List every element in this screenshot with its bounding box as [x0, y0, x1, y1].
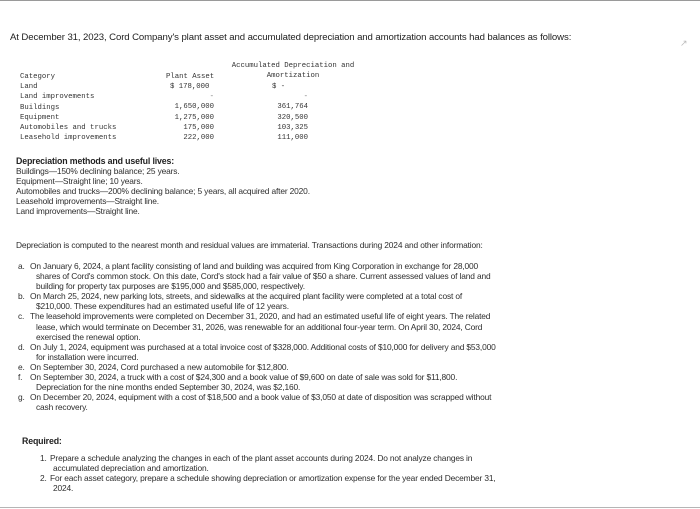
table-cell-plant-asset: - [209, 93, 214, 102]
method-line: Equipment—Straight line; 10 years. [16, 176, 143, 187]
table-cell-plant-asset: $ 178,000 [170, 83, 210, 91]
table-row-category: Leasehold improvements [20, 134, 117, 143]
required-title: Required: [22, 436, 62, 446]
method-line: Automobiles and trucks—200% declining balance; 5 years, all acquired after 2020. [16, 186, 310, 197]
transaction-list [18, 261, 496, 412]
category-header: Category [20, 73, 56, 81]
table-cell-accum: - [303, 93, 308, 102]
table-row-category: Equipment [20, 113, 60, 122]
transactions-intro: Depreciation is computed to the nearest month and residual values are immaterial. Transactions during 2024 and other information: [16, 240, 483, 250]
list-item: f. On September 30, 2024, a truck with a cost of $24,300 and a book value of $9,600 on date of sale was sold for $11,800. Depreciation for the nine months ended September 30, 2024, was $2,160. [18, 372, 458, 393]
table-cell-plant-asset: 222,000 [183, 134, 214, 143]
accum-header: Accumulated Depreciation and Amortization [231, 62, 355, 81]
list-item: 2. For each asset category, prepare a schedule showing depreciation or amortization expense for the year ended December 31, 2024. [40, 473, 496, 494]
table-cell-plant-asset: 175,000 [183, 123, 214, 132]
plant-asset-header: Plant Asset [166, 73, 215, 81]
table-row-category: Land improvements [20, 93, 95, 102]
list-item: e. On September 30, 2024, Cord purchased a new automobile for $12,800. [18, 361, 289, 372]
methods-title: Depreciation methods and useful lives: [16, 156, 175, 166]
table-cell-plant-asset: 1,650,000 [174, 103, 214, 112]
depreciation-methods [16, 156, 310, 217]
list-item: d. On July 1, 2024, equipment was purchased at a total invoice cost of $328,000. Additional costs of $10,000 for delivery and $53,000 for installation were incurred. [18, 341, 496, 362]
method-line: Leasehold improvements—Straight line. [16, 196, 159, 207]
accum-column [272, 82, 308, 143]
method-line: Buildings—150% declining balance; 25 years. [16, 166, 180, 177]
cursor-arrow-icon: ↗ [680, 38, 688, 48]
method-line: Land improvements—Straight line. [16, 206, 140, 217]
table-cell-plant-asset: 1,275,000 [174, 113, 214, 122]
list-item: b. On March 25, 2024, new parking lots, streets, and sidewalks at the acquired plant facility were completed at a total cost of $210,000. These expenditures had an estimated useful life of 12 years. [18, 291, 463, 312]
list-item: g. On December 20, 2024, equipment with a cost of $18,500 and a book value of $3,050 at date of disposition was scrapped without cash recovery. [18, 392, 492, 413]
list-item: a. On January 6, 2024, a plant facility consisting of land and building was acquired from King Corporation in exchange for 28,000 shares of Cord's common stock. On this date, Cord's stock had a fair value of $50 a share. Current assessed values of land and building for property tax purposes are $195,000 and $585,000, respectively. [18, 261, 491, 292]
table-cell-accum: 361,764 [277, 103, 308, 112]
table-cell-accum: 320,500 [277, 113, 308, 122]
list-item: c. The leasehold improvements were completed on December 31, 2020, and had an estimated useful life of eight years. The related lease, which would terminate on December 31, 2026, was renewable for an additional four-year term. On April 30, 2024, Cord exercised the renewal option. [18, 311, 491, 342]
table-row-category: Automobiles and trucks [20, 124, 117, 133]
intro-text: At December 31, 2023, Cord Company's plant asset and accumulated depreciation and amortization accounts had balances as follows: [10, 32, 572, 43]
plant-asset-column [170, 82, 214, 143]
list-item: 1. Prepare a schedule analyzing the changes in each of the plant asset accounts during 2024. Do not analyze changes in accumulated depreciation and amortization. [40, 453, 473, 474]
category-column [20, 72, 116, 143]
table-cell-accum: 111,000 [277, 134, 308, 143]
table-row-category: Buildings [20, 103, 60, 112]
table-cell-accum: $ - [272, 83, 286, 91]
top-divider [0, 0, 700, 1]
required-list [40, 453, 496, 493]
table-cell-accum: 103,325 [277, 123, 308, 132]
bottom-divider [0, 507, 700, 508]
table-row-category: Land [20, 83, 38, 92]
